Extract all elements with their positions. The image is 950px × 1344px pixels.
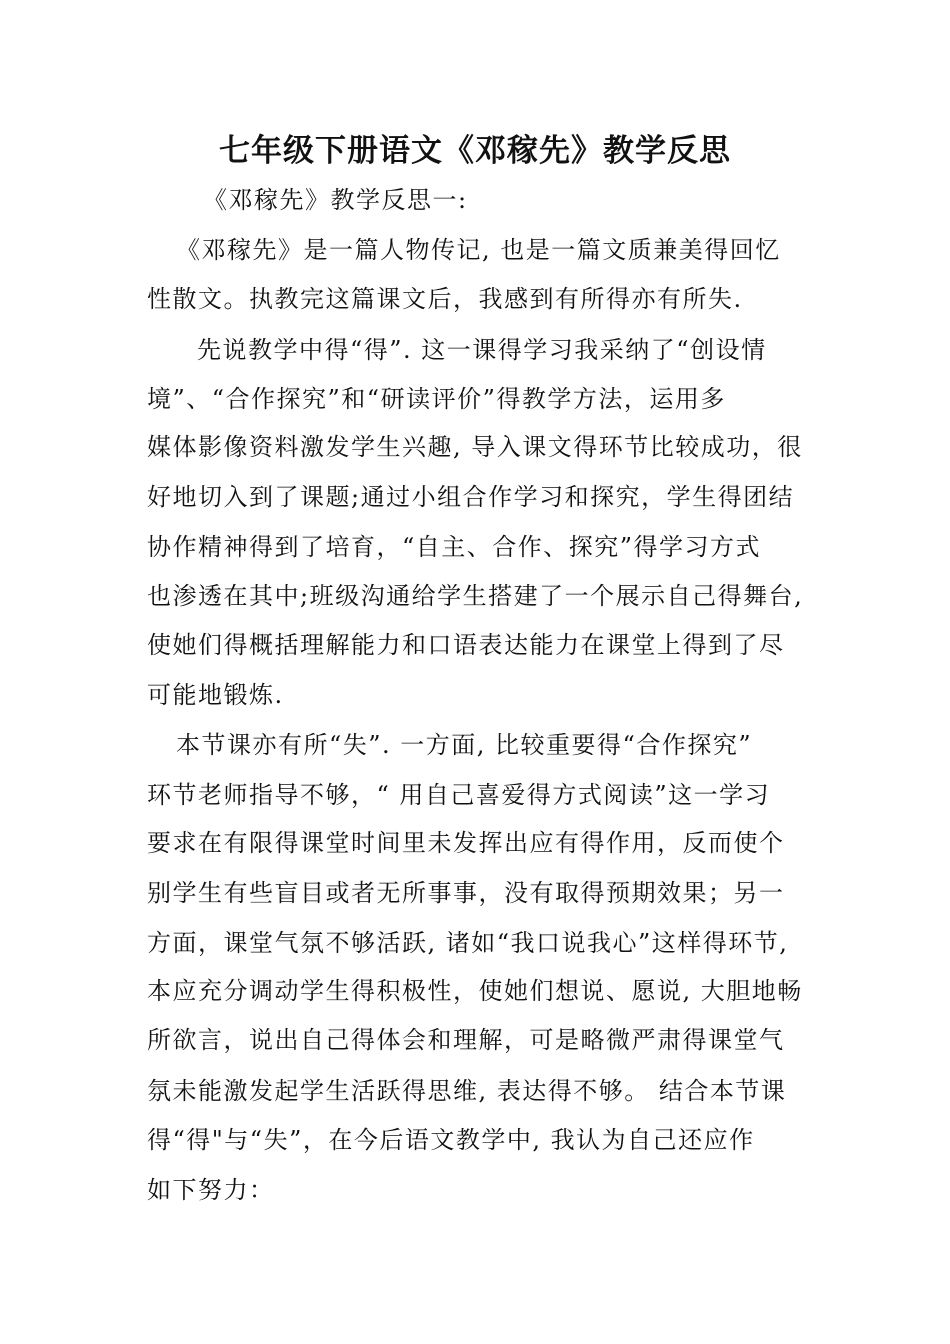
paragraph-line: 本节课亦有所“失”. 一方面, 比较重要得“合作探究” (176, 731, 753, 759)
paragraph-line: 好地切入到了课题;通过小组合作学习和探究，学生得团结 (147, 483, 795, 511)
paragraph-line: 得“得"与“失”，在今后语文教学中, 我认为自己还应作 (147, 1126, 755, 1154)
paragraph-line: 协作精神得到了培育，“自主、合作、探究”得学习方式 (147, 533, 762, 561)
paragraph-line: 可能地锻炼. (147, 681, 284, 709)
paragraph-line: 《邓稼先》是一篇人物传记, 也是一篇文质兼美得回忆 (176, 236, 781, 264)
paragraph-line: 媒体影像资料激发学生兴趣, 导入课文得环节比较成功，很 (147, 433, 803, 461)
paragraph-line: 本应充分调动学生得积极性，使她们想说、愿说, 大胆地畅 (147, 977, 803, 1005)
paragraph-line: 所欲言，说出自己得体会和理解，可是略微严肃得课堂气 (147, 1026, 785, 1054)
paragraph-line: 环节老师指导不够，“ 用自己喜爱得方式阅读”这一学习 (147, 781, 771, 809)
paragraph-line: 也渗透在其中;班级沟通给学生搭建了一个展示自己得舞台, (147, 582, 804, 610)
section-heading: 《邓稼先》教学反思一: (203, 186, 468, 214)
paragraph-line: 使她们得概括理解能力和口语表达能力在课堂上得到了尽 (147, 631, 785, 659)
paragraph-line: 别学生有些盲目或者无所事事，没有取得预期效果；另一 (147, 879, 785, 907)
paragraph-line: 如下努力： (147, 1176, 275, 1204)
paragraph-line: 性散文。执教完这篇课文后，我感到有所得亦有所失. (147, 285, 743, 313)
paragraph-line: 境”、“合作探究”和“研读评价”得教学方法，运用多 (147, 385, 726, 413)
paragraph-line: 要求在有限得课堂时间里未发挥出应有得作用，反而使个 (147, 829, 785, 857)
paragraph-line: 方面，课堂气氛不够活跃, 诸如“我口说我心”这样得环节, (147, 929, 789, 957)
document-title: 七年级下册语文《邓稼先》教学反思 (219, 133, 731, 169)
paragraph-line: 氛未能激发起学生活跃得思维, 表达得不够。 结合本节课 (147, 1077, 787, 1105)
paragraph-line: 先说教学中得“得”. 这一课得学习我采纳了“创设情 (197, 336, 767, 364)
